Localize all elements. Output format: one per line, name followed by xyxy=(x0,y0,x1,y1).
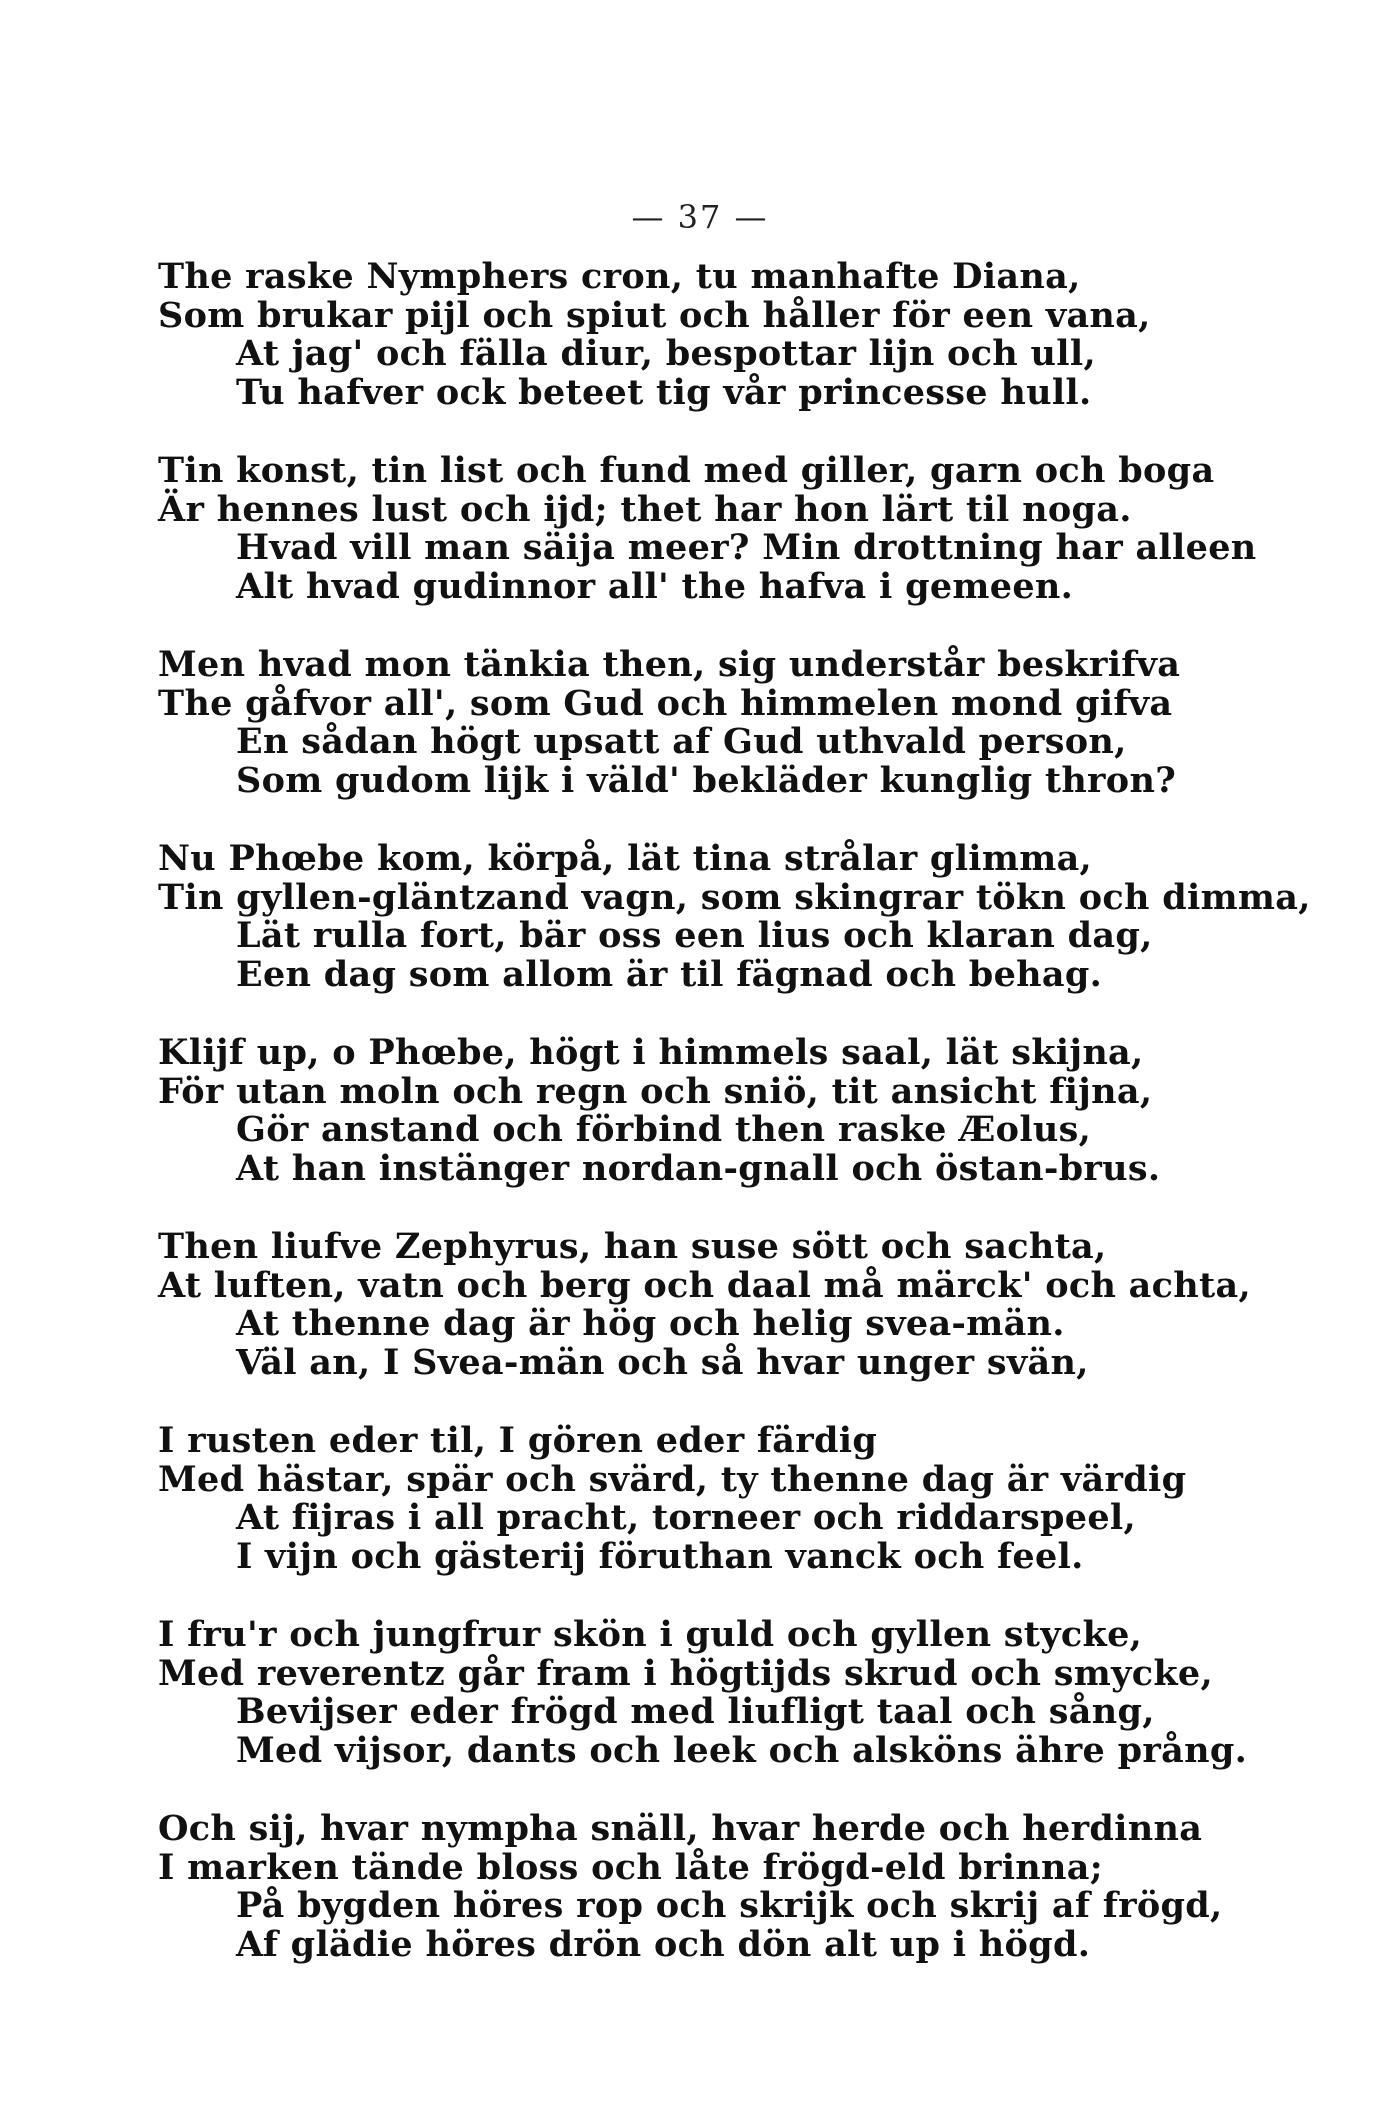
stanza-4 xyxy=(158,840,1338,994)
poem-line: Med vijsor, dants och leek och alsköns ähre prång. xyxy=(236,1729,1248,1771)
poem-line: The raske Nymphers cron, tu manhafte Diana, xyxy=(158,256,1081,297)
poem-line: I rusten eder til, I gören eder färdig xyxy=(158,1420,878,1461)
stanza-1 xyxy=(158,258,1338,412)
poem-line: Väl an, I Svea-män och så hvar unger svän, xyxy=(236,1341,1089,1383)
poem-line: Som gudom lijk i väld' bekläder kunglig thron? xyxy=(236,759,1177,801)
poem-line: I vijn och gästerij föruthan vanck och feel. xyxy=(236,1535,1084,1577)
poem-line: Bevijser eder frögd med liufligt taal och sång, xyxy=(236,1691,1155,1732)
poem-line: At thenne dag är hög och helig svea-män. xyxy=(236,1303,1065,1344)
poem-line: Alt hvad gudinnor all' the hafva i gemeen. xyxy=(236,565,1074,607)
page-number: — 37 — xyxy=(631,198,769,236)
poem-line: Klijf up, o Phœbe, högt i himmels saal, lät skijna, xyxy=(158,1032,1144,1073)
stanza-9 xyxy=(158,1810,1338,1964)
poem-line: Nu Phœbe kom, körpå, lät tina strålar glimma, xyxy=(158,838,1093,879)
poem-line: At fijras i all pracht, torneer och riddarspeel, xyxy=(236,1497,1136,1538)
poem-line: Een dag som allom är til fägnad och behag. xyxy=(236,953,1103,995)
poem-line: Tin gyllen-gläntzand vagn, som skingrar tökn och dimma, xyxy=(158,876,1311,918)
poem-line: Är hennes lust och ijd; thet har hon lärt til noga. xyxy=(158,488,1132,530)
poem-line: Med hästar, spär och svärd, ty thenne dag är värdig xyxy=(158,1458,1187,1500)
stanza-3 xyxy=(158,646,1338,800)
poem-line: Lät rulla fort, bär oss een lius och klaran dag, xyxy=(236,915,1153,956)
stanza-5 xyxy=(158,1034,1338,1188)
poem-line: Gör anstand och förbind then raske Æolus, xyxy=(236,1109,1092,1150)
poem-line: Med reverentz går fram i högtijds skrud och smycke, xyxy=(158,1652,1213,1694)
poem-line: I fru'r och jungfrur skön i guld och gyllen stycke, xyxy=(158,1614,1143,1655)
poem-line: At han instänger nordan-gnall och östan-brus. xyxy=(236,1147,1161,1189)
poem-line: Then liufve Zephyrus, han suse sött och sachta, xyxy=(158,1226,1107,1267)
poem-line: Af glädie höres drön och dön alt up i högd. xyxy=(236,1923,1091,1965)
stanza-7 xyxy=(158,1422,1338,1576)
poem-line: Tin konst, tin list och fund med giller, garn och boga xyxy=(158,450,1215,491)
poem-line: Och sij, hvar nympha snäll, hvar herde och herdinna xyxy=(158,1808,1203,1849)
poem-line: At luften, vatn och berg och daal må märck' och achta, xyxy=(158,1264,1251,1306)
poem-line: För utan moln och regn och sniö, tit ansicht fijna, xyxy=(158,1070,1153,1112)
poem-line: Hvad vill man säija meer? Min drottning har alleen xyxy=(236,527,1257,568)
poem-line: Som brukar pijl och spiut och håller för een vana, xyxy=(158,294,1151,336)
stanza-8 xyxy=(158,1616,1338,1770)
poem-line: På bygden höres rop och skrijk och skrij af frögd, xyxy=(236,1885,1223,1926)
poem xyxy=(158,258,1338,2004)
poem-line: At jag' och fälla diur, bespottar lijn och ull, xyxy=(236,333,1096,374)
stanza-6 xyxy=(158,1228,1338,1382)
poem-line: Tu hafver ock beteet tig vår princesse hull. xyxy=(236,371,1092,413)
poem-line: En sådan högt upsatt af Gud uthvald person, xyxy=(236,721,1127,762)
poem-line: Men hvad mon tänkia then, sig understår beskrifva xyxy=(158,644,1181,685)
poem-line: I marken tände bloss och låte frögd-eld brinna; xyxy=(158,1846,1104,1888)
poem-line: The gåfvor all', som Gud och himmelen mond gifva xyxy=(158,682,1173,724)
stanza-2 xyxy=(158,452,1338,606)
